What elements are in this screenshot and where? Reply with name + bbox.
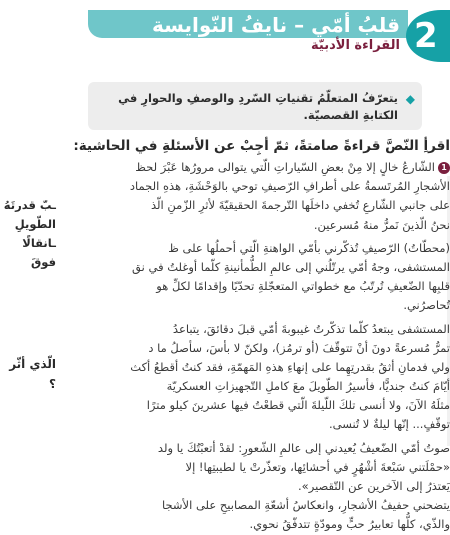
passage-line: تُحاصرُني. [403, 298, 450, 313]
margin-question-line: ؟ [49, 377, 56, 391]
margin-question-line: ـبّ قدرتَهُ [3, 198, 56, 212]
passage-line: صوتُ أمّي الضّعيفُ يُعيدني إلى عالمِ الشّعورِ: لقدْ أتعبْتُكَ يا ولد [157, 440, 450, 455]
lesson-number-badge: 2 [406, 10, 450, 62]
reading-instruction: اقرأِ النّصَّ قراءةً صامتةً، ثمّ أجِبْ عن الأسئلةِ في الحاشية: [73, 138, 450, 154]
passage-line: مثلَهُ الآنَ، ولا أنسى تلكَ اللّيلةَ الّتي قطعْتُ فيها عشرينَ كيلو مترًا [146, 398, 450, 413]
passage-line: توقّفٍ... إنّها ليلةٌ لا تُنسى. [328, 417, 450, 432]
margin-question-line: ـانقالًا فوقَ [22, 236, 56, 269]
passage-line: والذّي، كلُّها تعابيرُ حبٍّ ومودّةٍ تتدفّقُ نحوي. [249, 517, 450, 532]
lesson-title: قلبُ أمّي – نايفُ النّوايسة [151, 13, 400, 37]
passage-line: قلبِها الضّعيفِ تُرتّبُ مع خطواتي المتعجّلةِ تحدّيًا وإقدامًا لكلِّ هو [156, 279, 450, 294]
passage-line: تمرُّ مُسرعةً دونَ أنْ تتوقّفَ (أو ترمُز)، ولكنّ لا بأسَ، سأصلُ ما د [148, 340, 450, 355]
margin-question-line: الطّويلِ [14, 217, 56, 231]
objective-text: يتعرّفُ المتعلّمُ تقنياتِ السّردِ والوصفِ والحوارِ في الكتابةِ القصصيّة. [118, 91, 398, 122]
diamond-bullet-icon: ◆ [405, 92, 415, 106]
passage-line: الأشجارِ المُرتَسمةُ على أطرافِ الرّصيفِ توحي بالوَحْشَةِ، هذهِ الجماد [129, 179, 450, 194]
passage-line: ولي فدمانِ أثقُ بقدرتِهِما على إنهاءِ هذهِ المَهمّةِ، فقد كنتُ أقطعُ أكث [130, 359, 450, 374]
passage-line: نحنُ الّذينَ نَمرُّ منهُ مُسرعين. [313, 217, 450, 232]
passage-line: أيّامَ كنتُ جنديًّا، فأسيرُ الطّويلَ معَ كاملِ التّجهيزاتِ العسكريّة [166, 379, 450, 394]
passage-line: يتضحني حفيفُ الأشجارِ، وانعكاسُ أشعّةِ المصابيحِ على الأشجا [161, 498, 450, 513]
margin-question-2 [0, 354, 56, 394]
passage-line: المستشفى يبتعدُ كلّما تذكّرتُ غيبوبةَ أمّي قبلَ دقائقَ، يتباعدُ [172, 321, 450, 336]
passage-line: 1الشّارعُ خالٍ إلا مِنْ بعضِ السّياراتِ الّتي يتوالى مرورُها عَبْرَ لحظ [60, 158, 450, 177]
reading-passage [60, 158, 450, 535]
margin-question-line: الّذي أثّر [9, 357, 56, 371]
passage-line: يَعتذرُ إلى الآخرين عن التّقصير». [298, 479, 450, 493]
passage-line: المستشفى، وجهُ أمّي يرتّلُني إلى عالمِ الطُّمأنينةِ كلّما أوغلتُ في نق [132, 259, 450, 274]
paragraph-number-badge: 1 [438, 162, 450, 174]
lesson-subtitle: القراءة الأدبيّة [311, 38, 400, 53]
margin-question-1 [0, 196, 56, 272]
passage-line: «حمْلَتني سَبْعةَ أشْهُرٍ في أحشائِها، وتعذّرتْ يا لطيبتِها! إلا [185, 459, 450, 474]
passage-line: (محطّاتُ) الرّصيفِ تُذكّرني بأمّي الواهنةِ الّتي أحملُها على ظ [168, 240, 450, 255]
passage-line: على جانبي الشّارعِ تُخفي داخلَها التّرجمةَ الحقيقيّةَ لأثرِ الزّمنِ الّذ [150, 198, 450, 213]
